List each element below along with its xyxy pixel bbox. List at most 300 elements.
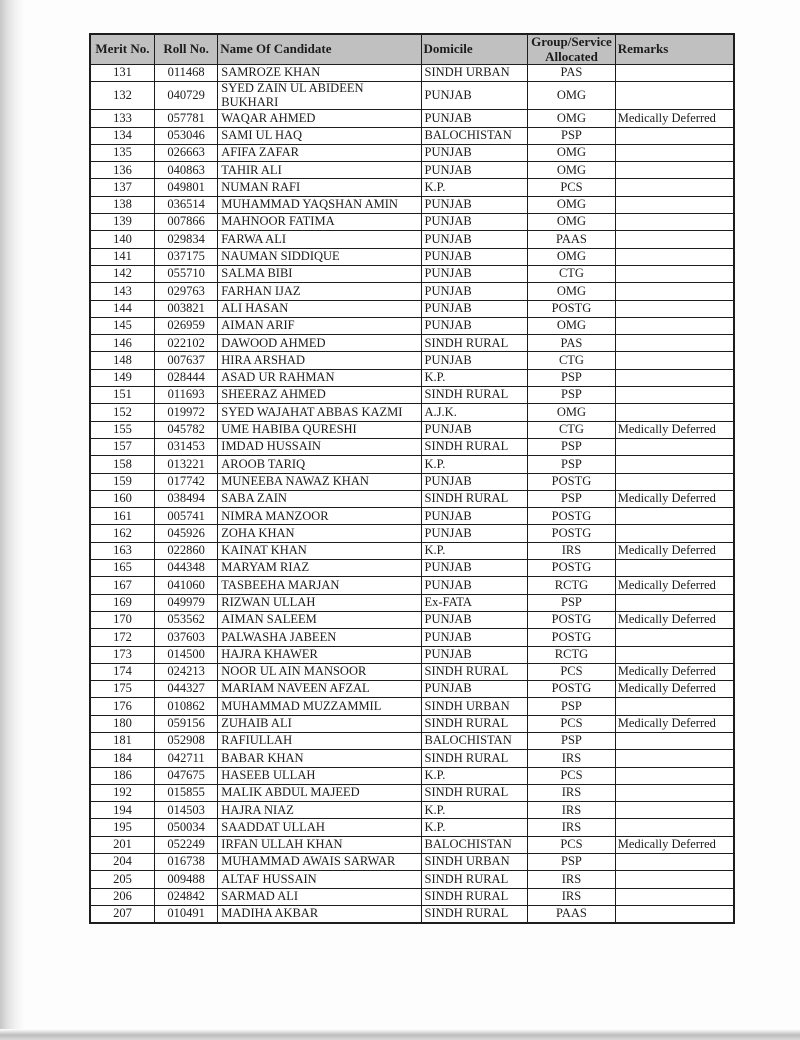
cell-roll: 029834 [154,231,217,248]
cell-roll: 005741 [154,508,217,525]
cell-roll: 059156 [154,715,217,732]
cell-remarks [615,352,734,369]
cell-domicile: SINDH RURAL [421,871,528,888]
cell-roll: 010862 [154,698,217,715]
table-row [90,127,734,144]
cell-name: IMDAD HUSSAIN [218,438,421,455]
cell-name: ASAD UR RAHMAN [218,369,421,386]
cell-name: FARHAN IJAZ [218,283,421,300]
column-header-name: Name Of Candidate [218,34,421,65]
cell-merit: 158 [90,456,154,473]
cell-remarks [615,196,734,213]
cell-group: POSTG [528,473,616,490]
cell-roll: 013221 [154,456,217,473]
cell-merit: 163 [90,542,154,559]
cell-remarks: Medically Deferred [615,611,734,628]
table-header-row [90,34,734,65]
cell-remarks [615,283,734,300]
cell-roll: 010491 [154,905,217,922]
cell-remarks [615,767,734,784]
table-row [90,248,734,265]
cell-merit: 160 [90,490,154,507]
cell-merit: 159 [90,473,154,490]
column-header-roll: Roll No. [154,34,217,65]
cell-remarks [615,144,734,161]
table-row [90,905,734,922]
cell-remarks: Medically Deferred [615,663,734,680]
cell-merit: 151 [90,387,154,404]
cell-group: OMG [528,214,616,231]
cell-remarks [615,82,734,110]
table-row [90,456,734,473]
cell-group: POSTG [528,629,616,646]
cell-domicile: PUNJAB [421,646,528,663]
cell-domicile: SINDH RURAL [421,335,528,352]
cell-group: CTG [528,421,616,438]
cell-domicile: K.P. [421,456,528,473]
cell-merit: 180 [90,715,154,732]
cell-merit: 181 [90,732,154,749]
cell-group: OMG [528,82,616,110]
cell-merit: 138 [90,196,154,213]
cell-group: PSP [528,456,616,473]
cell-remarks [615,300,734,317]
cell-remarks [615,456,734,473]
table-row [90,352,734,369]
cell-roll: 036514 [154,196,217,213]
cell-domicile: K.P. [421,802,528,819]
table-row [90,317,734,334]
cell-merit: 139 [90,214,154,231]
cell-name: AIMAN SALEEM [218,611,421,628]
cell-roll: 007866 [154,214,217,231]
cell-roll: 026959 [154,317,217,334]
cell-remarks [615,404,734,421]
cell-domicile: PUNJAB [421,560,528,577]
cell-remarks: Medically Deferred [615,681,734,698]
cell-name: SABA ZAIN [218,490,421,507]
cell-name: ZUHAIB ALI [218,715,421,732]
table-row [90,646,734,663]
cell-remarks: Medically Deferred [615,421,734,438]
cell-remarks: Medically Deferred [615,715,734,732]
cell-merit: 204 [90,854,154,871]
table-row [90,490,734,507]
cell-group: IRS [528,750,616,767]
cell-domicile: PUNJAB [421,611,528,628]
table-row [90,525,734,542]
cell-name: SHEERAZ AHMED [218,387,421,404]
cell-merit: 157 [90,438,154,455]
cell-name: SYED ZAIN UL ABIDEEN BUKHARI [218,82,421,110]
cell-roll: 052908 [154,732,217,749]
table-row [90,65,734,82]
cell-roll: 028444 [154,369,217,386]
scan-bottom-edge-shadow [0,1029,800,1040]
cell-remarks [615,231,734,248]
cell-domicile: PUNJAB [421,352,528,369]
cell-remarks [615,248,734,265]
cell-roll: 049979 [154,594,217,611]
cell-group: IRS [528,542,616,559]
table-row [90,611,734,628]
cell-roll: 049801 [154,179,217,196]
cell-remarks [615,508,734,525]
cell-roll: 041060 [154,577,217,594]
table-row [90,715,734,732]
table-row [90,196,734,213]
cell-group: OMG [528,317,616,334]
cell-merit: 201 [90,836,154,853]
cell-group: IRS [528,802,616,819]
table-row [90,629,734,646]
table-row [90,871,734,888]
cell-remarks [615,888,734,905]
cell-group: OMG [528,144,616,161]
cell-group: POSTG [528,681,616,698]
cell-group: POSTG [528,560,616,577]
cell-remarks [615,784,734,801]
cell-name: NAUMAN SIDDIQUE [218,248,421,265]
cell-domicile: PUNJAB [421,283,528,300]
cell-domicile: PUNJAB [421,577,528,594]
cell-name: ALTAF HUSSAIN [218,871,421,888]
cell-remarks [615,317,734,334]
cell-group: PCS [528,179,616,196]
cell-name: HAJRA NIAZ [218,802,421,819]
cell-merit: 133 [90,110,154,127]
cell-name: MARIAM NAVEEN AFZAL [218,681,421,698]
cell-merit: 132 [90,82,154,110]
cell-name: SALMA BIBI [218,265,421,282]
cell-merit: 207 [90,905,154,922]
cell-merit: 131 [90,65,154,82]
cell-domicile: K.P. [421,369,528,386]
cell-name: SAMROZE KHAN [218,65,421,82]
cell-roll: 045926 [154,525,217,542]
cell-group: PSP [528,854,616,871]
cell-domicile: K.P. [421,767,528,784]
cell-merit: 175 [90,681,154,698]
cell-roll: 003821 [154,300,217,317]
table-row [90,767,734,784]
cell-domicile: K.P. [421,542,528,559]
cell-group: CTG [528,265,616,282]
cell-domicile: SINDH RURAL [421,715,528,732]
cell-domicile: PUNJAB [421,508,528,525]
cell-roll: 014500 [154,646,217,663]
cell-group: PSP [528,369,616,386]
cell-roll: 052249 [154,836,217,853]
cell-domicile: A.J.K. [421,404,528,421]
cell-domicile: SINDH RURAL [421,663,528,680]
cell-roll: 031453 [154,438,217,455]
cell-name: HAJRA KHAWER [218,646,421,663]
cell-remarks [615,854,734,871]
table-row [90,144,734,161]
cell-merit: 172 [90,629,154,646]
cell-merit: 174 [90,663,154,680]
cell-roll: 044327 [154,681,217,698]
table-row [90,369,734,386]
cell-merit: 186 [90,767,154,784]
cell-remarks [615,179,734,196]
cell-name: SAMI UL HAQ [218,127,421,144]
cell-roll: 037175 [154,248,217,265]
cell-domicile: BALOCHISTAN [421,732,528,749]
cell-roll: 038494 [154,490,217,507]
cell-roll: 045782 [154,421,217,438]
cell-name: NUMAN RAFI [218,179,421,196]
cell-name: DAWOOD AHMED [218,335,421,352]
cell-roll: 040863 [154,162,217,179]
cell-group: OMG [528,404,616,421]
cell-merit: 145 [90,317,154,334]
scan-left-edge-shadow [0,0,26,1040]
cell-name: KAINAT KHAN [218,542,421,559]
cell-domicile: SINDH RURAL [421,490,528,507]
cell-remarks [615,438,734,455]
cell-remarks [615,473,734,490]
cell-name: MUHAMMAD AWAIS SARWAR [218,854,421,871]
cell-name: ALI HASAN [218,300,421,317]
cell-merit: 142 [90,265,154,282]
cell-group: OMG [528,248,616,265]
table-header [90,34,734,65]
cell-merit: 141 [90,248,154,265]
cell-name: MUNEEBA NAWAZ KHAN [218,473,421,490]
cell-merit: 144 [90,300,154,317]
cell-group: PCS [528,663,616,680]
cell-group: PSP [528,594,616,611]
column-header-merit: Merit No. [90,34,154,65]
cell-remarks [615,335,734,352]
table-row [90,732,734,749]
cell-remarks [615,369,734,386]
cell-roll: 053562 [154,611,217,628]
cell-merit: 152 [90,404,154,421]
cell-merit: 195 [90,819,154,836]
cell-group: PSP [528,387,616,404]
cell-merit: 155 [90,421,154,438]
cell-name: UME HABIBA QURESHI [218,421,421,438]
cell-merit: 161 [90,508,154,525]
cell-merit: 134 [90,127,154,144]
cell-group: PCS [528,767,616,784]
cell-group: POSTG [528,611,616,628]
table-body [90,65,734,923]
cell-remarks [615,525,734,542]
cell-merit: 136 [90,162,154,179]
table-row [90,542,734,559]
cell-name: NIMRA MANZOOR [218,508,421,525]
cell-name: TAHIR ALI [218,162,421,179]
cell-merit: 167 [90,577,154,594]
cell-remarks [615,127,734,144]
cell-group: IRS [528,784,616,801]
cell-merit: 146 [90,335,154,352]
cell-name: SARMAD ALI [218,888,421,905]
cell-domicile: PUNJAB [421,629,528,646]
cell-remarks [615,265,734,282]
cell-group: IRS [528,819,616,836]
cell-roll: 009488 [154,871,217,888]
cell-remarks [615,905,734,922]
cell-group: OMG [528,196,616,213]
column-header-remarks: Remarks [615,34,734,65]
cell-domicile: PUNJAB [421,196,528,213]
cell-domicile: SINDH RURAL [421,750,528,767]
cell-roll: 042711 [154,750,217,767]
cell-roll: 022102 [154,335,217,352]
table-row [90,577,734,594]
cell-domicile: PUNJAB [421,525,528,542]
cell-name: FARWA ALI [218,231,421,248]
cell-roll: 029763 [154,283,217,300]
cell-domicile: PUNJAB [421,82,528,110]
cell-name: RIZWAN ULLAH [218,594,421,611]
cell-group: PCS [528,715,616,732]
cell-remarks [615,802,734,819]
table-row [90,836,734,853]
table-row [90,404,734,421]
table-row [90,594,734,611]
cell-merit: 206 [90,888,154,905]
cell-group: PSP [528,698,616,715]
cell-merit: 143 [90,283,154,300]
cell-domicile: PUNJAB [421,265,528,282]
cell-remarks: Medically Deferred [615,542,734,559]
cell-name: ZOHA KHAN [218,525,421,542]
cell-group: OMG [528,110,616,127]
cell-name: MALIK ABDUL MAJEED [218,784,421,801]
cell-merit: 148 [90,352,154,369]
cell-roll: 022860 [154,542,217,559]
cell-name: SYED WAJAHAT ABBAS KAZMI [218,404,421,421]
cell-remarks [615,560,734,577]
cell-domicile: SINDH URBAN [421,65,528,82]
table-row [90,802,734,819]
cell-group: POSTG [528,300,616,317]
cell-remarks [615,629,734,646]
cell-group: PAAS [528,905,616,922]
cell-remarks [615,214,734,231]
cell-roll: 014503 [154,802,217,819]
cell-domicile: SINDH RURAL [421,784,528,801]
cell-roll: 011468 [154,65,217,82]
cell-domicile: PUNJAB [421,231,528,248]
cell-name: AFIFA ZAFAR [218,144,421,161]
cell-roll: 057781 [154,110,217,127]
cell-roll: 017742 [154,473,217,490]
cell-merit: 192 [90,784,154,801]
cell-group: CTG [528,352,616,369]
cell-roll: 024213 [154,663,217,680]
cell-remarks [615,871,734,888]
table-row [90,473,734,490]
cell-remarks [615,819,734,836]
cell-remarks: Medically Deferred [615,577,734,594]
cell-domicile: SINDH RURAL [421,438,528,455]
cell-roll: 047675 [154,767,217,784]
cell-merit: 173 [90,646,154,663]
table-row [90,179,734,196]
cell-group: POSTG [528,508,616,525]
cell-merit: 140 [90,231,154,248]
cell-roll: 044348 [154,560,217,577]
cell-name: MUHAMMAD MUZZAMMIL [218,698,421,715]
table-row [90,854,734,871]
cell-roll: 050034 [154,819,217,836]
table-row [90,82,734,110]
table-row [90,750,734,767]
cell-roll: 026663 [154,144,217,161]
cell-domicile: PUNJAB [421,317,528,334]
column-header-domicile: Domicile [421,34,528,65]
cell-remarks [615,646,734,663]
cell-group: PSP [528,127,616,144]
cell-domicile: PUNJAB [421,681,528,698]
cell-name: MARYAM RIAZ [218,560,421,577]
table-row [90,663,734,680]
cell-merit: 162 [90,525,154,542]
cell-merit: 135 [90,144,154,161]
cell-roll: 015855 [154,784,217,801]
cell-group: PSP [528,490,616,507]
cell-domicile: K.P. [421,819,528,836]
cell-name: PALWASHA JABEEN [218,629,421,646]
table-row [90,888,734,905]
cell-group: OMG [528,162,616,179]
merit-list-table [89,33,735,924]
cell-domicile: SINDH URBAN [421,698,528,715]
cell-domicile: PUNJAB [421,110,528,127]
cell-roll: 019972 [154,404,217,421]
cell-domicile: PUNJAB [421,144,528,161]
cell-roll: 053046 [154,127,217,144]
table-row [90,560,734,577]
cell-domicile: K.P. [421,179,528,196]
cell-domicile: PUNJAB [421,473,528,490]
cell-domicile: PUNJAB [421,248,528,265]
cell-merit: 170 [90,611,154,628]
cell-name: MUHAMMAD YAQSHAN AMIN [218,196,421,213]
cell-domicile: PUNJAB [421,300,528,317]
cell-remarks [615,732,734,749]
cell-group: PAS [528,335,616,352]
table-row [90,231,734,248]
cell-group: PAS [528,65,616,82]
table-row [90,283,734,300]
cell-remarks: Medically Deferred [615,836,734,853]
column-header-group: Group/Service Allocated [528,34,616,65]
cell-name: AROOB TARIQ [218,456,421,473]
cell-merit: 194 [90,802,154,819]
cell-remarks [615,387,734,404]
cell-roll: 040729 [154,82,217,110]
table-row [90,335,734,352]
cell-name: SAADDAT ULLAH [218,819,421,836]
cell-group: POSTG [528,525,616,542]
cell-domicile: SINDH URBAN [421,854,528,871]
cell-name: BABAR KHAN [218,750,421,767]
cell-roll: 016738 [154,854,217,871]
cell-group: PSP [528,732,616,749]
table-row [90,819,734,836]
cell-merit: 165 [90,560,154,577]
cell-group: PAAS [528,231,616,248]
cell-merit: 169 [90,594,154,611]
